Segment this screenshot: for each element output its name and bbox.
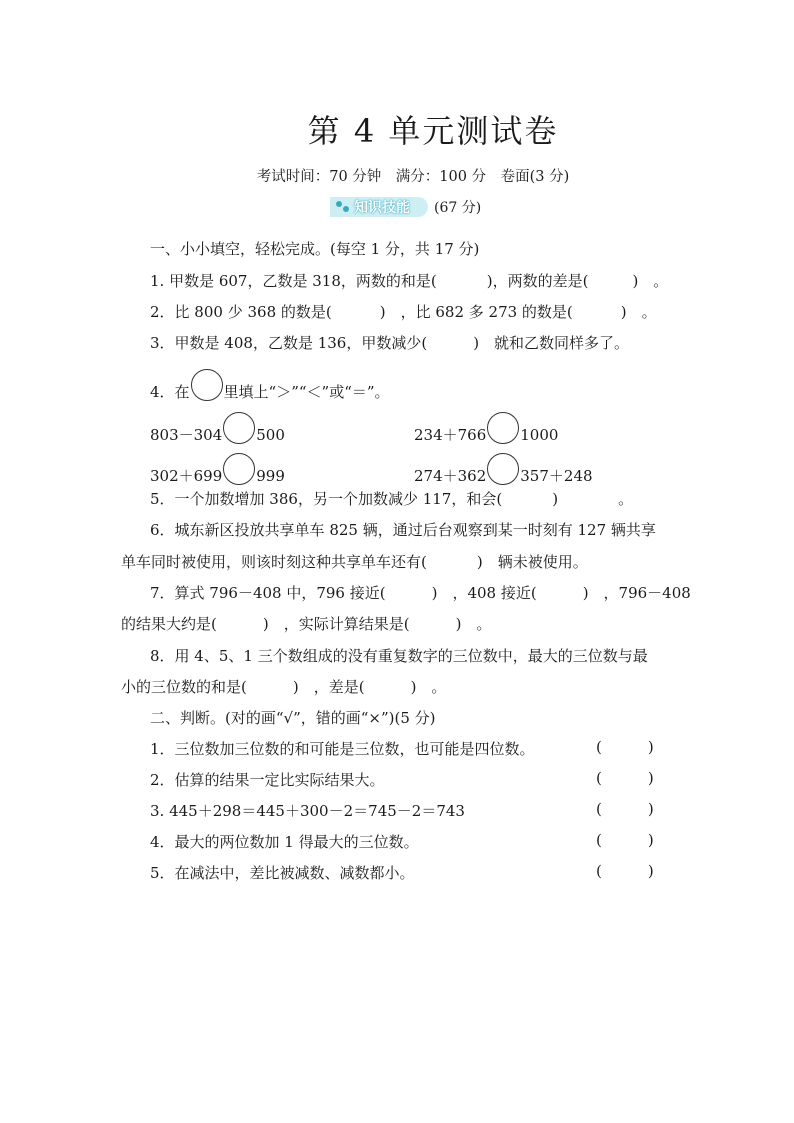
question-4: 4．在 里填上“＞”“＜”或“＝”。	[150, 369, 390, 402]
dots-icon	[336, 201, 350, 213]
judge-item: 2．估算的结果一定比实际结果大。	[150, 771, 385, 789]
section2-heading: 二、判断。(对的画“√”，错的画“×”)(5 分)	[150, 709, 436, 727]
judge-item: 4．最大的两位数加 1 得最大的三位数。	[150, 833, 419, 851]
judge-item: 1．三位数加三位数的和可能是三位数，也可能是四位数。	[150, 740, 535, 758]
compare-circle[interactable]	[487, 412, 519, 444]
question-5: 5．一个加数增加 386，另一个加数减少 117，和会( ) 。	[150, 490, 634, 508]
question-6-line-2: 单车同时被使用，则该时刻这种共享单车还有( ) 辆未被使用。	[121, 553, 588, 571]
judge-answer[interactable]: ( )	[596, 831, 654, 849]
question-2: 2．比 800 少 368 的数是( ) ，比 682 多 273 的数是( ) 。	[150, 303, 657, 321]
question-8-line-2: 小的三位数的和是( ) ，差是( ) 。	[121, 678, 447, 696]
question-1: 1. 甲数是 607，乙数是 318，两数的和是( )，两数的差是( ) 。	[150, 272, 669, 290]
compare-row: 234＋766 1000	[414, 412, 558, 445]
judge-item: 3. 445＋298＝445＋300－2＝745－2＝743	[150, 802, 465, 820]
badge-score: (67 分)	[434, 200, 482, 216]
compare-circle[interactable]	[223, 453, 255, 485]
question-8-line-1: 8．用 4、5、1 三个数组成的没有重复数字的三位数中，最大的三位数与最	[150, 647, 648, 665]
badge-label: 知识技能	[354, 200, 410, 216]
section1-heading: 一、小小填空，轻松完成。(每空 1 分，共 17 分)	[150, 240, 480, 258]
compare-circle[interactable]	[223, 412, 255, 444]
judge-answer[interactable]: ( )	[596, 800, 654, 818]
knowledge-skills-tag	[330, 197, 428, 217]
judge-answer[interactable]: ( )	[596, 738, 654, 756]
compare-row: 274＋362 357＋248	[414, 453, 593, 486]
exam-info: 考试时间：70 分钟 满分：100 分 卷面(3 分)	[256, 169, 570, 185]
question-3: 3．甲数是 408，乙数是 136，甲数减少( ) 就和乙数同样多了。	[150, 334, 630, 352]
judge-answer[interactable]: ( )	[596, 862, 654, 880]
judge-answer[interactable]: ( )	[596, 769, 654, 787]
compare-row: 803－304 500	[150, 412, 285, 445]
section-badge	[330, 197, 481, 217]
question-7-line-2: 的结果大约是( ) ，实际计算结果是( ) 。	[121, 615, 492, 633]
page-title: 第 4 单元测试卷	[307, 112, 559, 150]
compare-circle[interactable]	[487, 453, 519, 485]
compare-circle[interactable]	[191, 369, 223, 401]
compare-row: 302＋699 999	[150, 453, 285, 486]
question-7-line-1: 7．算式 796－408 中，796 接近( ) ，408 接近( ) ，796－408	[150, 584, 691, 602]
judge-item: 5．在减法中，差比被减数、减数都小。	[150, 864, 415, 882]
question-6-line-1: 6．城东新区投放共享单车 825 辆，通过后台观察到某一时刻有 127 辆共享	[150, 521, 656, 539]
